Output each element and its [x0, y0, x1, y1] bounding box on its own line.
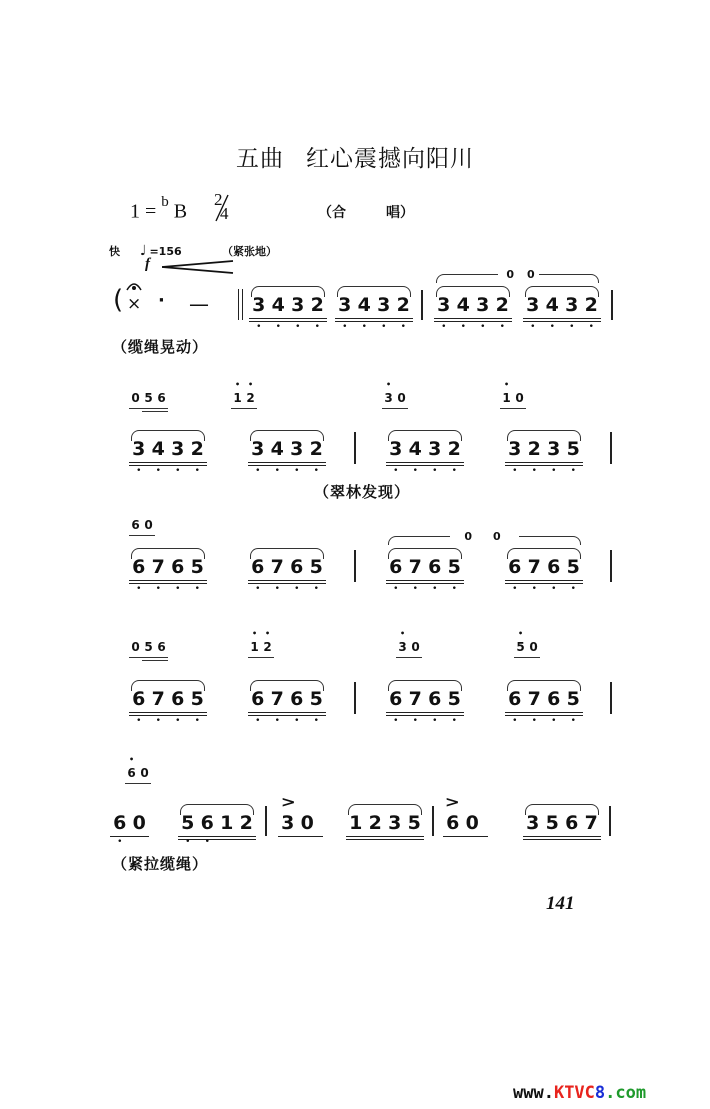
note-group: 3 2 3 5 • • • •: [505, 438, 583, 460]
stage-direction: （缆绳晃动）: [112, 338, 209, 356]
note-group: 6 7 6 5 • • • •: [248, 688, 326, 710]
note-group: 6 0: [443, 812, 482, 834]
note-group: 3 4 3 2 • • • •: [335, 294, 413, 316]
note-group: 3 4 3 2 • • • •: [248, 438, 326, 460]
extension-dash: —: [189, 292, 209, 316]
voice-part: （合 唱）: [318, 205, 414, 221]
note-group: 6 7 6 5 • • • •: [386, 688, 464, 710]
note-group: 1 2 3 5: [346, 812, 424, 834]
stage-direction: （紧拉缆绳）: [112, 855, 209, 873]
note-group: 3 5 6 7: [523, 812, 601, 834]
song-title: 红心震撼向阳川: [306, 146, 474, 172]
vocal-notes: • 6 0: [125, 766, 151, 780]
note-group: 6 7 6 5 • • • •: [248, 556, 326, 578]
page-number: 141: [546, 893, 575, 914]
unpitched-note: ×: [127, 294, 142, 314]
note-group: 3 4 3 2 • • • •: [249, 294, 327, 316]
barline: [611, 290, 613, 320]
time-signature: 2 4: [214, 190, 229, 223]
key-signature: 1 = $^b$ B: [130, 194, 188, 223]
barline: [609, 806, 611, 836]
barline: [354, 550, 356, 582]
quarter-note-icon: ♩: [139, 243, 147, 259]
section-label: 五曲: [236, 146, 284, 172]
note-group: 5 6 1 2 • •: [178, 812, 256, 834]
augmentation-dot: ·: [158, 290, 165, 311]
vocal-notes: • 1 0: [500, 391, 526, 405]
barline: [354, 682, 356, 714]
note-group: 6 7 6 5 • • • •: [505, 688, 583, 710]
vocal-notes: 0 5 6: [129, 391, 168, 405]
page-title: [236, 140, 474, 173]
expression-marking: （紧张地）: [222, 245, 277, 258]
note-group: 3 0: [278, 812, 317, 834]
note-group: 3 4 3 2 • • • •: [129, 438, 207, 460]
vocal-notes: • 1 • 2: [248, 640, 274, 654]
barline: [421, 290, 423, 320]
tie-zero: 0: [506, 268, 514, 281]
barline: [265, 806, 267, 836]
note-group: 6 0 •: [110, 812, 149, 834]
barline: [432, 806, 434, 836]
note-group: 0 6 7 6 5 • • • •: [386, 556, 464, 578]
intro-paren: (: [113, 285, 124, 315]
tempo-marking: 快 ♩ =156: [109, 243, 182, 259]
stage-direction: （翠林发现）: [314, 483, 411, 501]
fermata-icon: [124, 278, 144, 292]
vocal-notes: • 3 0: [382, 391, 408, 405]
crescendo-hairpin-icon: [162, 259, 234, 275]
double-barline: [238, 289, 243, 320]
accent-mark: >: [280, 793, 296, 811]
note-digits: 3 4 3 2: [252, 294, 324, 316]
vocal-notes: 6 0: [129, 518, 155, 532]
dynamic-forte: f: [145, 256, 150, 272]
note-group: 6 7 6 5 • • • •: [129, 688, 207, 710]
note-group: 0 6 7 6 5 • • • •: [505, 556, 583, 578]
note-group: 0 3 4 3 2 • • • •: [523, 294, 601, 316]
barline: [354, 432, 356, 464]
barline: [610, 432, 612, 464]
note-group: 0 3 4 3 2 • • • •: [434, 294, 512, 316]
accent-mark: >: [444, 793, 460, 811]
flat-sign: b: [161, 194, 169, 210]
barline: [610, 550, 612, 582]
vocal-notes: 0 5 6: [129, 640, 168, 654]
vocal-notes: • 1 • 2: [231, 391, 257, 405]
vocal-notes: • 3 0: [396, 640, 422, 654]
barline: [610, 682, 612, 714]
vocal-notes: • 5 0: [514, 640, 540, 654]
note-group: 6 7 6 5 • • • •: [129, 556, 207, 578]
note-group: 3 4 3 2 • • • •: [386, 438, 464, 460]
time-slash-icon: [212, 190, 232, 225]
watermark: www.KTVC8.com: [513, 1083, 647, 1103]
